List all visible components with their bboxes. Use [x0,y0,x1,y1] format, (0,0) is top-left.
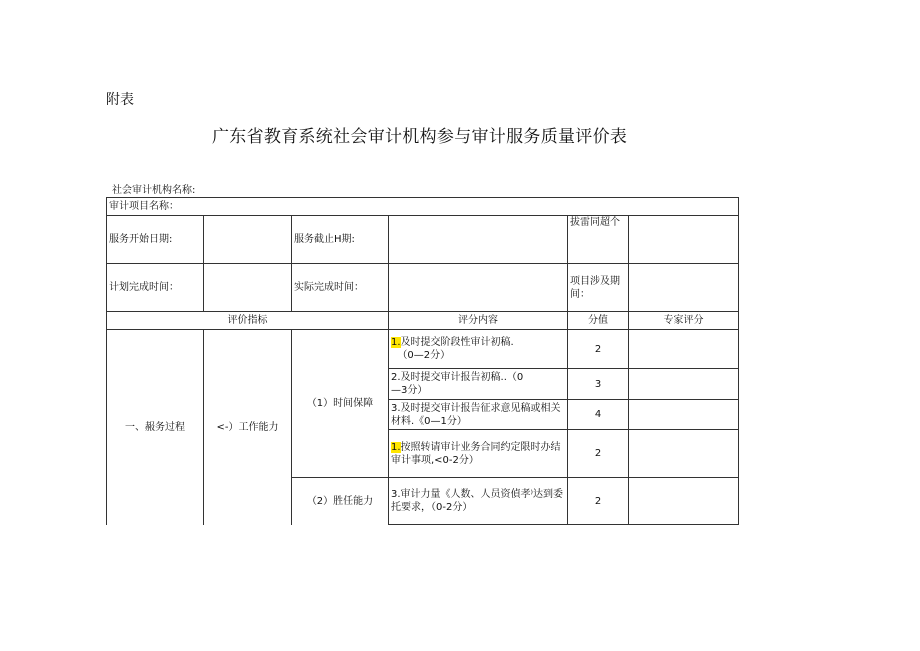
expert-score-field[interactable] [629,478,739,525]
end-date-field[interactable] [389,216,568,264]
score-header: 分值 [568,312,629,330]
expert-score-field[interactable] [629,430,739,478]
expert-score-field[interactable] [629,330,739,369]
item-number: 3. [391,402,401,414]
score-item [389,369,568,400]
duplicate-label: 拔雷同超个 [568,216,629,264]
item-number: 3. [391,489,401,500]
score-item [389,478,568,525]
actual-completion-label: 实际完成时间： [292,264,389,312]
duplicate-field[interactable] [629,216,739,264]
item-score: 2 [568,430,629,478]
project-name-label: 审计项目名称： [107,198,739,216]
score-item [389,330,568,369]
item-number: 1. [391,337,401,348]
page-title: 广东省教育系统社会审计机构参与审计服务质量评价表 [212,127,628,147]
item-text-cont: （0—2分） [397,350,451,361]
item-score: 2 [568,330,629,369]
project-name-row [107,198,739,216]
start-date-field[interactable] [204,216,292,264]
item-score: 2 [568,478,629,525]
item-text: 审计力量《人数、人员资偵孝⁾达到委托要求，（0-2分） [391,489,564,513]
level2-indicator: <-）工作能力 [204,330,292,525]
content-header: 评分内容 [389,312,568,330]
item-text: 及时提交阶段性审计初稿. [400,337,514,348]
org-name-label: 社会审计机构名称: [112,185,196,196]
indicator-header: 评价指标 [107,312,389,330]
expert-score-field[interactable] [629,400,739,430]
sub-indicator-competence: （2）胜任能力 [292,478,389,525]
item-number: 2. [391,372,401,383]
period-field[interactable] [629,264,739,312]
score-item [389,430,568,478]
actual-completion-field[interactable] [389,264,568,312]
item-text: 及时提交审计报告初稿..（0 [400,372,524,383]
expert-header: 专家评分 [629,312,739,330]
evaluation-table [106,197,739,525]
expert-score-field[interactable] [629,369,739,400]
start-date-label: 服务开始日期: [107,216,204,264]
sub-indicator-time: （1）时间保障 [292,330,389,478]
item-number: 1. [391,441,401,453]
planned-completion-field[interactable] [204,264,292,312]
item-text-cont: —3分） [391,385,428,396]
level1-indicator: 一、赧务过程 [107,330,204,525]
table-row [107,330,739,369]
planned-completion-label: 计划完成时间： [107,264,204,312]
service-dates-row [107,216,739,264]
period-label: 项目涉及期间： [568,264,629,312]
item-text: 按照转请审计业务合同约定限时办结审计事项,<0-2分） [391,441,561,466]
item-score: 4 [568,400,629,430]
completion-row [107,264,739,312]
end-date-label: 服务截止H期: [292,216,389,264]
column-header-row [107,312,739,330]
score-item [389,400,568,430]
item-text: 及时提交审计报告征求意见稿或相关材料.《0—1分） [391,402,561,427]
appendix-label: 附表 [106,92,134,108]
item-score: 3 [568,369,629,400]
